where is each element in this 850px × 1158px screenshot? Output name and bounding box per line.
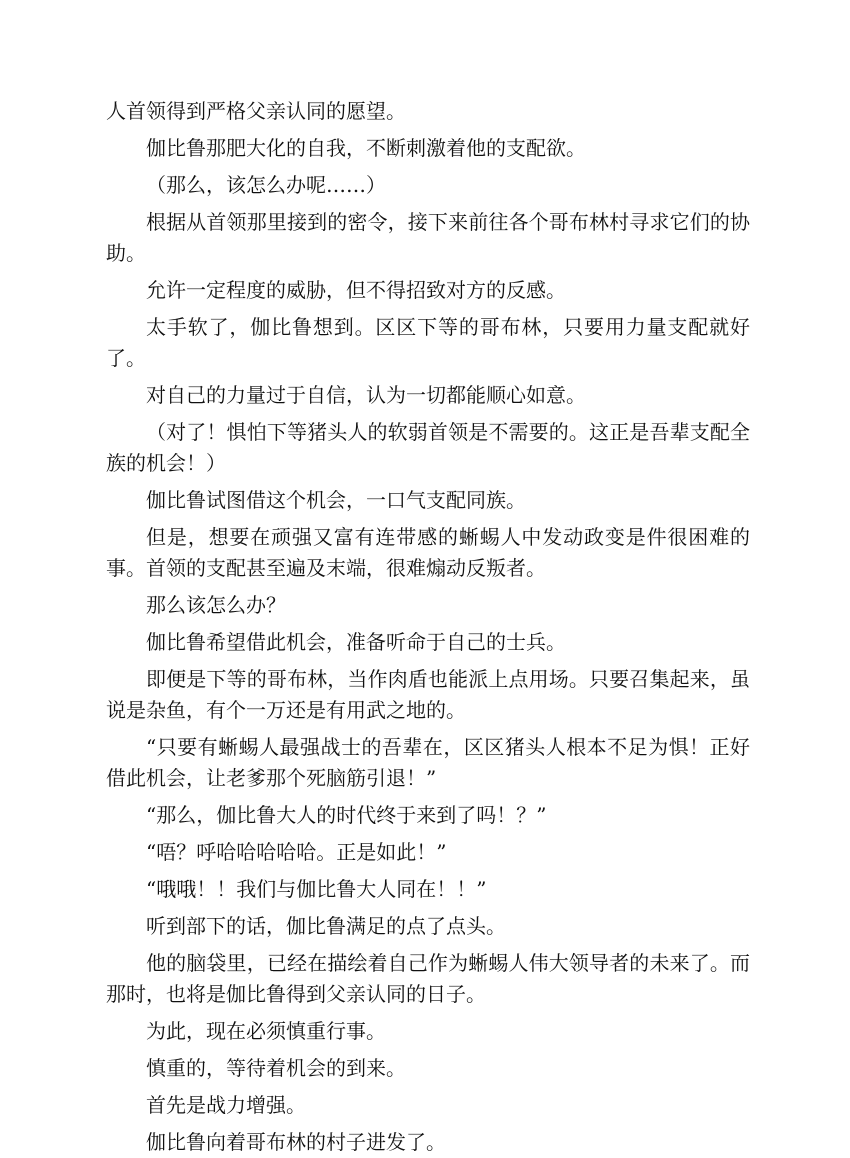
paragraph: 伽比鲁希望借此机会，准备听命于自己的士兵。 [146,630,566,654]
paragraph: 但是，想要在顽强又富有连带感的蜥蜴人中发动政变是件很困难的事。首领的支配甚至遍及末端，很难煽动反叛者。 [106,525,750,580]
paragraph: 允许一定程度的威胁，但不得招致对方的反感。 [146,278,566,302]
paragraph: 为此，现在必须慎重行事。 [146,1019,386,1043]
paragraph: 根据从首领那里接到的密令，接下来前往各个哥布林村寻求它们的协助。 [106,210,750,265]
paragraph: “唔？呼哈哈哈哈哈。正是如此！” [146,840,447,864]
paragraph: 慎重的，等待着机会的到来。 [146,1056,406,1080]
paragraph: 伽比鲁那肥大化的自我，不断刺激着他的支配欲。 [146,136,586,160]
paragraph: 人首领得到严格父亲认同的愿望。 [106,99,406,123]
document-body [106,96,750,1158]
paragraph: 伽比鲁试图借这个机会，一口气支配同族。 [146,488,526,512]
paragraph: 那么该怎么办？ [146,593,286,617]
paragraph: 即便是下等的哥布林，当作肉盾也能派上点用场。只要召集起来，虽说是杂鱼，有个一万还是有用武之地的。 [106,667,750,722]
paragraph: 对自己的力量过于自信，认为一切都能顺心如意。 [146,383,586,407]
paragraph: “只要有蜥蜴人最强战士的吾辈在，区区猪头人根本不足为惧！正好借此机会，让老爹那个死脑筋引退！” [106,735,750,790]
paragraph: （对了！惧怕下等猪头人的软弱首领是不需要的。这正是吾辈支配全族的机会！） [106,420,750,475]
paragraph: 听到部下的话，伽比鲁满足的点了点头。 [146,914,506,938]
paragraph: 伽比鲁向着哥布林的村子进发了。 [146,1130,446,1154]
paragraph: “那么，伽比鲁大人的时代终于来到了吗！？” [146,803,547,827]
paragraph: 他的脑袋里，已经在描绘着自己作为蜥蜴人伟大领导者的未来了。而那时，也将是伽比鲁得到父亲认同的日子。 [106,951,750,1006]
paragraph: 首先是战力增强。 [146,1093,306,1117]
paragraph: “哦哦！！我们与伽比鲁大人同在！！” [146,877,487,901]
paragraph: （那么，该怎么办呢……） [146,173,386,197]
paragraph: 太手软了，伽比鲁想到。区区下等的哥布林，只要用力量支配就好了。 [106,315,750,370]
